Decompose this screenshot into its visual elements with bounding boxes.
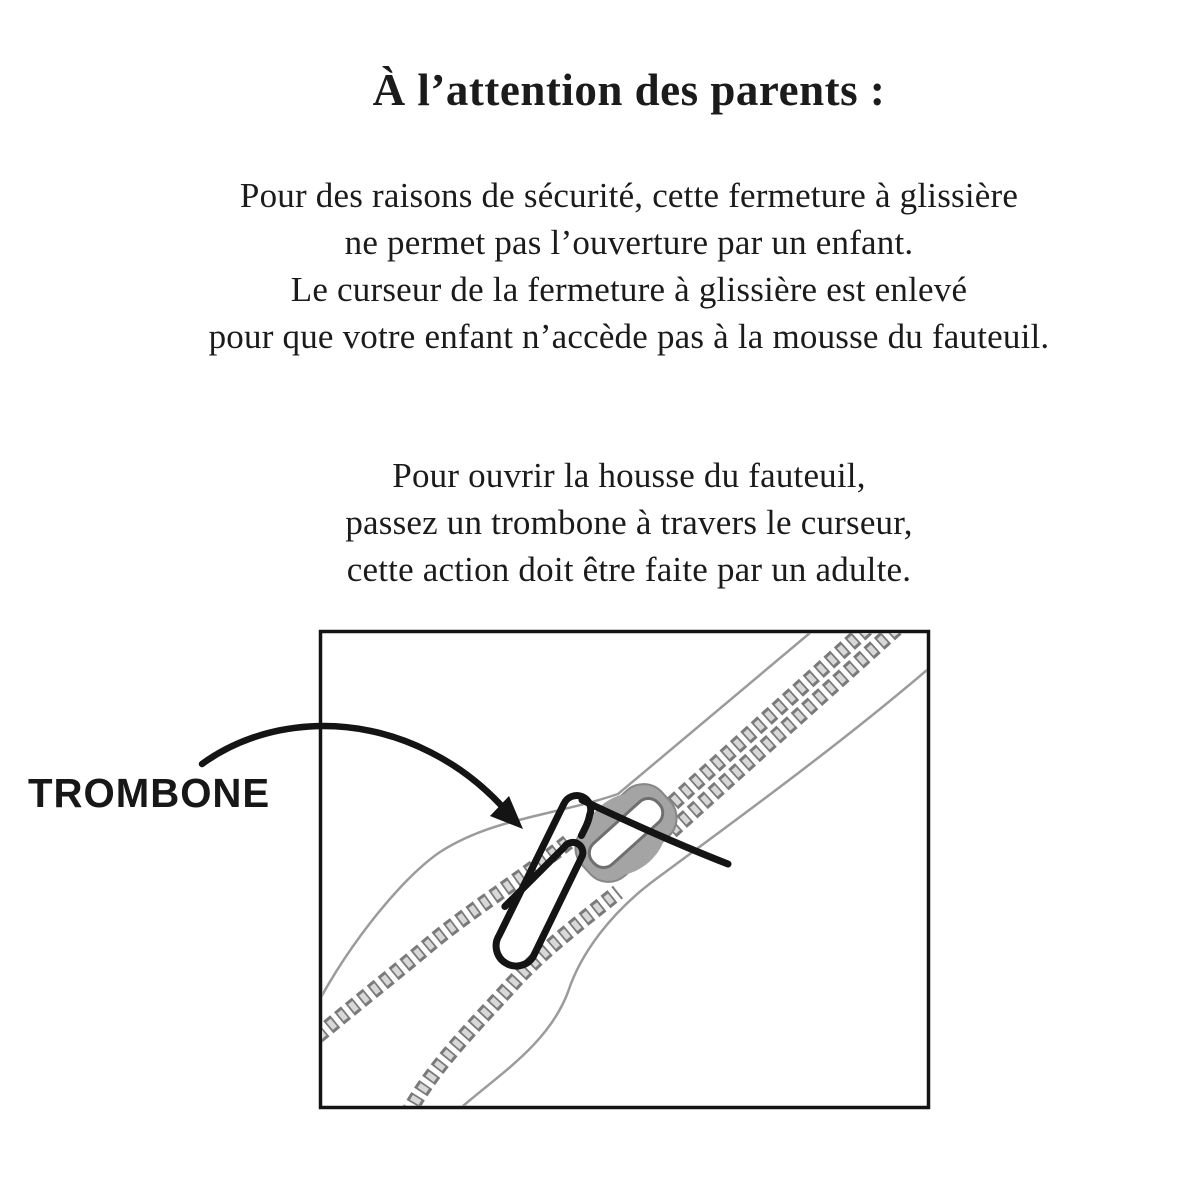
instruction-line: passez un trombone à travers le curseur, (345, 503, 913, 542)
zipper-diagram-figure (0, 615, 1200, 1190)
intro-line: ne permet pas l’ouverture par un enfant. (344, 223, 914, 262)
page-title: À l’attention des parents : (372, 65, 886, 115)
intro-line: Le curseur de la fermeture à glissière est enlevé (290, 270, 968, 309)
instruction-line: Pour ouvrir la housse du fauteuil, (392, 456, 866, 495)
intro-paragraph (58, 172, 1200, 360)
intro-line: Pour des raisons de sécurité, cette fermeture à glissière (239, 176, 1019, 215)
instruction-line: cette action doit être faite par un adulte. (346, 550, 912, 589)
trombone-label: TROMBONE (28, 770, 271, 816)
instructions-paragraph (58, 452, 1200, 593)
intro-line: pour que votre enfant n’accède pas à la mousse du fauteuil. (208, 317, 1050, 356)
